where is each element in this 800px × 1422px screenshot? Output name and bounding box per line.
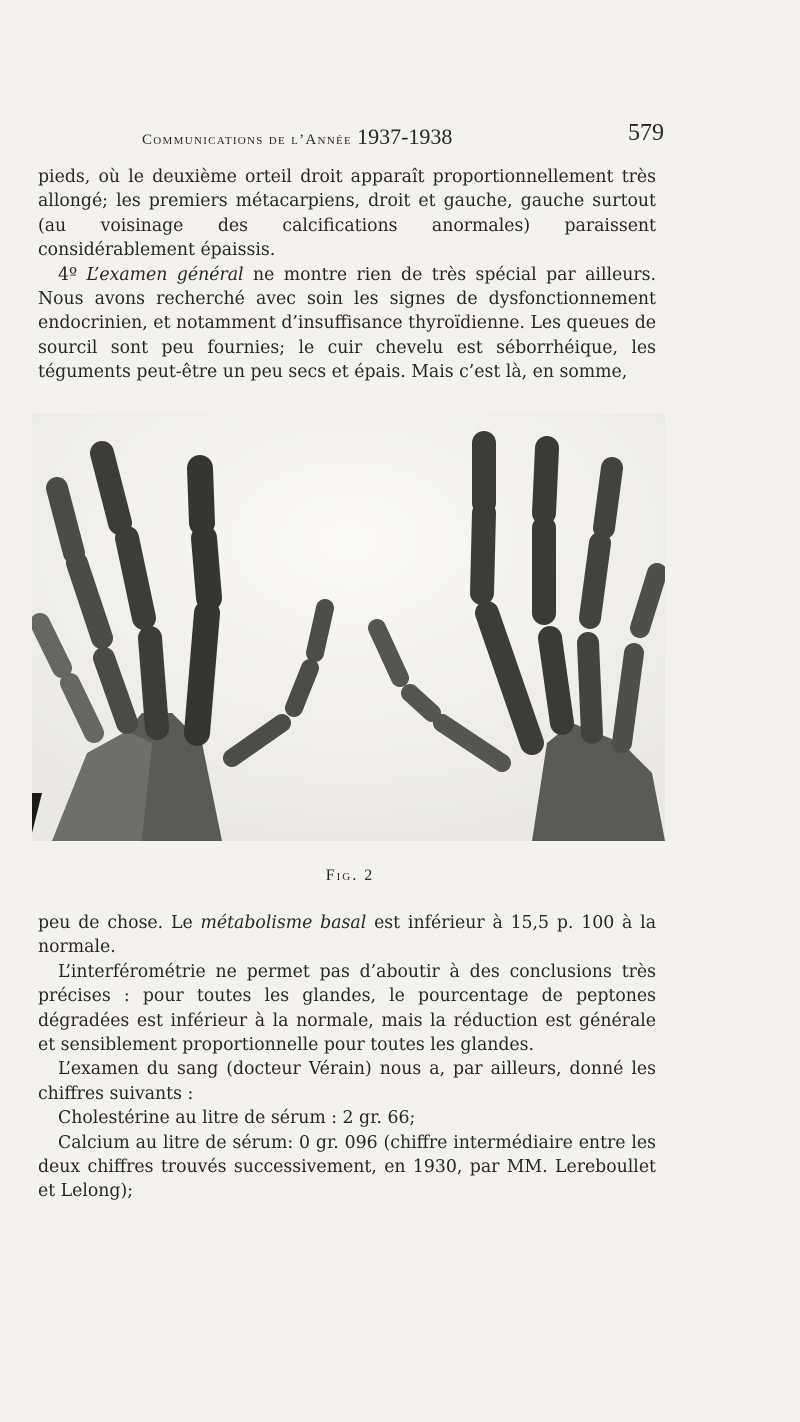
section-number: 4º xyxy=(58,264,87,285)
figure-caption: Fig. 2 xyxy=(325,867,375,884)
emphasis: L’examen général xyxy=(86,264,244,285)
paragraph xyxy=(38,911,656,960)
running-head-title: Communications de l’Année xyxy=(142,132,358,148)
running-head xyxy=(142,124,452,150)
paragraph-text: ne montre rien de très spécial par ailleurs. Nous avons recherché avec soin les signes de dysfonctionnement endocrinien, et notamment d’insuffisance thyroïdienne. Les queues de sourcil sont peu fournies; le cuir chevelu est séborrhéique, les téguments peut-être un peu secs et épais. Mais c’est là, en somme, xyxy=(38,264,656,383)
paragraph xyxy=(38,263,656,385)
paragraph-text: est inférieur à 15,5 p. 100 à la normale. xyxy=(38,913,656,958)
paragraph: pieds, où le deuxième orteil droit apparaît proportionnellement très allongé; les premiers métacarpiens, droit et gauche, gauche surtout (au voisinage des calcifications anormales) paraissent considérablement épaissis. xyxy=(38,167,656,261)
page-number: 579 xyxy=(628,120,664,146)
hands-xray-image xyxy=(32,413,665,841)
page-header xyxy=(142,118,664,152)
paragraph: L’examen du sang (docteur Vérain) nous a, par ailleurs, donné les chiffres suivants : xyxy=(38,1059,656,1104)
text-block-bottom xyxy=(38,911,656,1204)
emphasis: métabolisme basal xyxy=(200,913,367,933)
xray-figure xyxy=(32,413,665,841)
paragraph: L’interférométrie ne permet pas d’aboutir à des conclusions très précises : pour toutes les glandes, le pourcentage de peptones dégradées est inférieur à la normale, mais la réduction est générale et sensiblement proportionnelle pour toutes les glandes. xyxy=(38,961,656,1056)
running-head-years: 1937-1938 xyxy=(357,124,453,149)
text-block-top xyxy=(38,165,656,385)
paragraph-text: peu de chose. Le xyxy=(38,913,201,933)
paragraph: Calcium au litre de sérum: 0 gr. 096 (chiffre intermédiaire entre les deux chiffres trouvés successivement, en 1930, par MM. Lereboullet et Lelong); xyxy=(38,1132,656,1202)
paragraph: Cholestérine au litre de sérum : 2 gr. 66; xyxy=(58,1108,416,1129)
